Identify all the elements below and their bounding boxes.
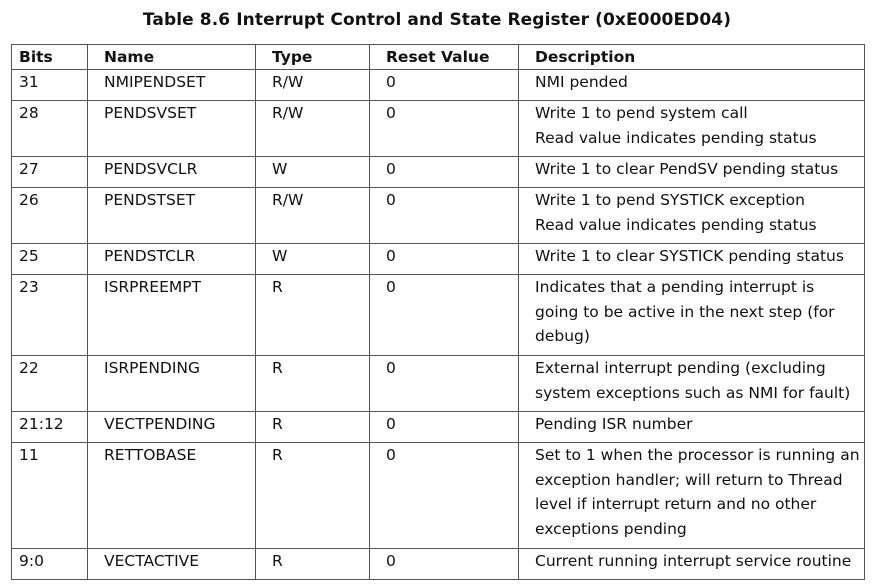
header-bits: Bits bbox=[12, 45, 88, 70]
table-row bbox=[12, 70, 865, 101]
description-line: exceptions pending bbox=[535, 519, 687, 538]
description-line: Write 1 to pend SYSTICK exception bbox=[535, 191, 805, 209]
header-type: Type bbox=[256, 45, 370, 70]
cell-description bbox=[519, 157, 865, 188]
cell-type: W bbox=[256, 157, 370, 188]
cell-description bbox=[519, 70, 865, 101]
cell-name: VECTACTIVE bbox=[88, 549, 256, 580]
cell-description bbox=[519, 356, 865, 412]
register-table bbox=[11, 44, 865, 580]
table-row bbox=[12, 549, 865, 580]
cell-type: R/W bbox=[256, 101, 370, 157]
table-row bbox=[12, 412, 865, 443]
cell-reset-value: 0 bbox=[370, 244, 519, 275]
table-row bbox=[12, 356, 865, 412]
cell-description bbox=[519, 101, 865, 157]
table-row bbox=[12, 188, 865, 244]
cell-description bbox=[519, 549, 865, 580]
description-line: debug) bbox=[535, 327, 590, 345]
cell-bits: 28 bbox=[12, 101, 88, 157]
cell-reset-value: 0 bbox=[370, 549, 519, 580]
header-reset-value: Reset Value bbox=[370, 45, 519, 70]
description-line: Read value indicates pending status bbox=[535, 215, 817, 234]
cell-type: W bbox=[256, 244, 370, 275]
table-header-row bbox=[12, 45, 865, 70]
cell-reset-value: 0 bbox=[370, 356, 519, 412]
header-description: Description bbox=[519, 45, 865, 70]
cell-type: R bbox=[256, 412, 370, 443]
cell-name: NMIPENDSET bbox=[88, 70, 256, 101]
cell-name: VECTPENDING bbox=[88, 412, 256, 443]
cell-bits: 9:0 bbox=[12, 549, 88, 580]
cell-name: PENDSTCLR bbox=[88, 244, 256, 275]
cell-bits: 25 bbox=[12, 244, 88, 275]
table-row bbox=[12, 443, 865, 549]
cell-bits: 21:12 bbox=[12, 412, 88, 443]
cell-name: PENDSVCLR bbox=[88, 157, 256, 188]
cell-reset-value: 0 bbox=[370, 188, 519, 244]
description-line: Current running interrupt service routine bbox=[535, 552, 852, 570]
cell-description bbox=[519, 244, 865, 275]
cell-reset-value: 0 bbox=[370, 157, 519, 188]
cell-bits: 22 bbox=[12, 356, 88, 412]
cell-type: R/W bbox=[256, 188, 370, 244]
cell-name: RETTOBASE bbox=[88, 443, 256, 549]
description-line: system exceptions such as NMI for fault) bbox=[535, 383, 851, 402]
description-line: exception handler; will return to Thread bbox=[535, 470, 843, 489]
description-line: level if interrupt return and no other bbox=[535, 495, 817, 513]
cell-reset-value: 0 bbox=[370, 275, 519, 356]
cell-description bbox=[519, 275, 865, 356]
description-line: Read value indicates pending status bbox=[535, 128, 817, 147]
cell-reset-value: 0 bbox=[370, 70, 519, 101]
table-title: Table 8.6 Interrupt Control and State Register (0xE000ED04) bbox=[142, 10, 732, 30]
cell-type: R bbox=[256, 549, 370, 580]
table-row bbox=[12, 101, 865, 157]
cell-bits: 27 bbox=[12, 157, 88, 188]
description-line: NMI pended bbox=[535, 73, 628, 91]
cell-type: R bbox=[256, 275, 370, 356]
description-line: Pending ISR number bbox=[535, 415, 693, 433]
cell-bits: 11 bbox=[12, 443, 88, 549]
cell-bits: 23 bbox=[12, 275, 88, 356]
cell-description bbox=[519, 412, 865, 443]
table-row bbox=[12, 244, 865, 275]
cell-name: ISRPREEMPT bbox=[88, 275, 256, 356]
cell-type: R bbox=[256, 443, 370, 549]
description-line: Set to 1 when the processor is running an bbox=[535, 446, 860, 464]
cell-name: PENDSVSET bbox=[88, 101, 256, 157]
cell-reset-value: 0 bbox=[370, 443, 519, 549]
cell-type: R/W bbox=[256, 70, 370, 101]
cell-reset-value: 0 bbox=[370, 412, 519, 443]
cell-description bbox=[519, 443, 865, 549]
table-row bbox=[12, 157, 865, 188]
description-line: going to be active in the next step (for bbox=[535, 302, 835, 321]
description-line: Indicates that a pending interrupt is bbox=[535, 278, 815, 296]
cell-name: PENDSTSET bbox=[88, 188, 256, 244]
cell-bits: 26 bbox=[12, 188, 88, 244]
cell-bits: 31 bbox=[12, 70, 88, 101]
header-name: Name bbox=[88, 45, 256, 70]
description-line: Write 1 to clear SYSTICK pending status bbox=[535, 247, 844, 265]
cell-reset-value: 0 bbox=[370, 101, 519, 157]
cell-description bbox=[519, 188, 865, 244]
description-line: External interrupt pending (excluding bbox=[535, 359, 826, 377]
cell-type: R bbox=[256, 356, 370, 412]
description-line: Write 1 to clear PendSV pending status bbox=[535, 160, 839, 178]
cell-name: ISRPENDING bbox=[88, 356, 256, 412]
description-line: Write 1 to pend system call bbox=[535, 104, 748, 122]
table-row bbox=[12, 275, 865, 356]
